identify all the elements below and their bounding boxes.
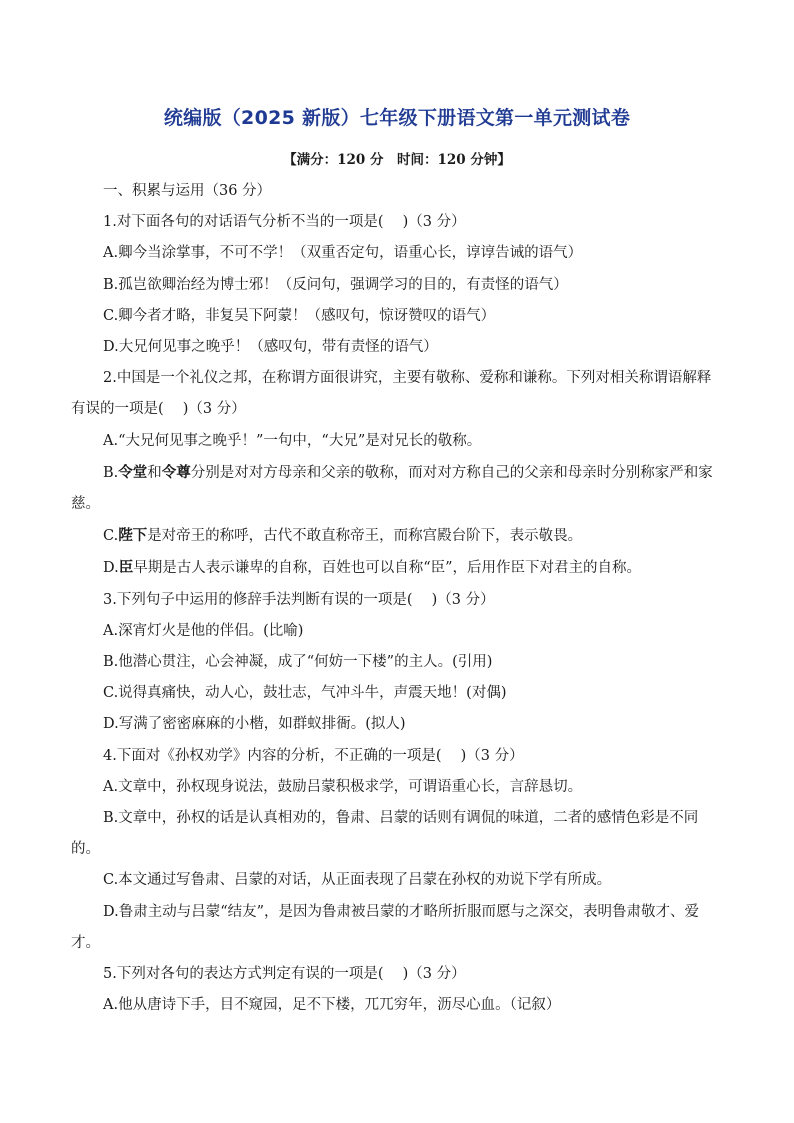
- question-1-option-b: B.孤岂欲卿治经为博士邪！（反问句，强调学习的目的，有责怪的语气）: [103, 276, 568, 293]
- question-3-option-c: C.说得真痛快，动人心，鼓壮志，气冲斗牛，声震天地！(对偶): [103, 685, 507, 702]
- question-2-option-c: [71, 520, 723, 552]
- option-text: 是对帝王的称呼，古代不敢直称帝王，而称宫殿台阶下，表示敬畏。: [147, 528, 583, 545]
- bold-term: 令尊: [161, 463, 191, 481]
- option-letter: C.: [103, 528, 119, 545]
- option-letter: D.: [103, 560, 119, 577]
- bold-term: 臣: [118, 559, 134, 577]
- question-3-option-b: B.他潜心贯注，心会神凝，成了“何妨一下楼”的主人。(引用): [103, 654, 493, 671]
- question-1-stem: 1.对下面各句的对话语气分析不当的一项是( )（3 分）: [103, 214, 466, 231]
- option-text: 分别是对对方母亲和父亲的敬称，而对对方称自己的父亲和母亲时分别称家严和家慈。: [71, 464, 713, 513]
- question-1-option-d: D.大兄何见事之晚乎！（感叹句，带有责怪的语气）: [103, 339, 438, 356]
- bold-term: 陛下: [118, 527, 148, 545]
- question-2-option-a: A.“大兄何见事之晚乎！”一句中，“大兄”是对兄长的敬称。: [103, 432, 482, 449]
- exam-info: 【满分：120 分 时间：120 分钟】: [283, 152, 511, 168]
- question-1-option-c: C.卿今者才略，非复吴下阿蒙！（感叹句，惊讶赞叹的语气）: [103, 307, 496, 324]
- question-2-option-d: [71, 552, 723, 584]
- question-3-option-a: A.深宵灯火是他的伴侣。(比喻): [103, 622, 304, 639]
- question-4-stem: 4.下面对《孙权劝学》内容的分析，不正确的一项是( )（3 分）: [103, 747, 524, 764]
- page-title: 统编版（2025 新版）七年级下册语文第一单元测试卷: [163, 107, 631, 129]
- question-4-option-c: C.本文通过写鲁肃、吕蒙的对话，从正面表现了吕蒙在孙权的劝说下学有所成。: [103, 872, 612, 889]
- bold-term: 令堂: [118, 463, 148, 481]
- question-5-option-a: A.他从唐诗下手，目不窥园，足不下楼，兀兀穷年，沥尽心血。（记叙）: [103, 997, 561, 1014]
- connector-text: 和: [147, 464, 162, 481]
- question-3-stem: 3.下列句子中运用的修辞手法判断有误的一项是( )（3 分）: [103, 591, 495, 608]
- question-2-stem: 2.中国是一个礼仪之邦，在称谓方面很讲究，主要有敬称、爱称和谦称。下列对相关称谓语解释有误的一项是( )（3 分）: [71, 370, 712, 418]
- question-4-option-a: A.文章中，孙权现身说法，鼓励吕蒙积极求学，可谓语重心长，言辞恳切。: [103, 778, 583, 795]
- question-4-option-d: D.鲁肃主动与吕蒙“结友”，是因为鲁肃被吕蒙的才略所折服而愿与之深交，表明鲁肃敬才、爱才。: [71, 903, 700, 951]
- section-heading: 一、积累与运用（36 分）: [103, 183, 272, 199]
- option-text: 早期是古人表示谦卑的自称，百姓也可以自称“臣”，后用作臣下对君主的自称。: [133, 560, 642, 577]
- exam-body: [71, 176, 723, 1021]
- option-letter: B.: [103, 464, 119, 481]
- question-1-option-a: A.卿今当涂掌事，不可不学！（双重否定句，语重心长，谆谆告诫的语气）: [103, 245, 583, 262]
- question-4-option-b: B.文章中，孙权的话是认真相劝的，鲁肃、吕蒙的话则有调侃的味道，二者的感情色彩是不同的。: [71, 810, 699, 858]
- question-3-option-d: D.写满了密密麻麻的小楷，如群蚁排衙。(拟人): [103, 716, 406, 733]
- question-5-stem: 5.下列对各句的表达方式判定有误的一项是( )（3 分）: [103, 966, 466, 983]
- question-2-option-b: [71, 457, 723, 520]
